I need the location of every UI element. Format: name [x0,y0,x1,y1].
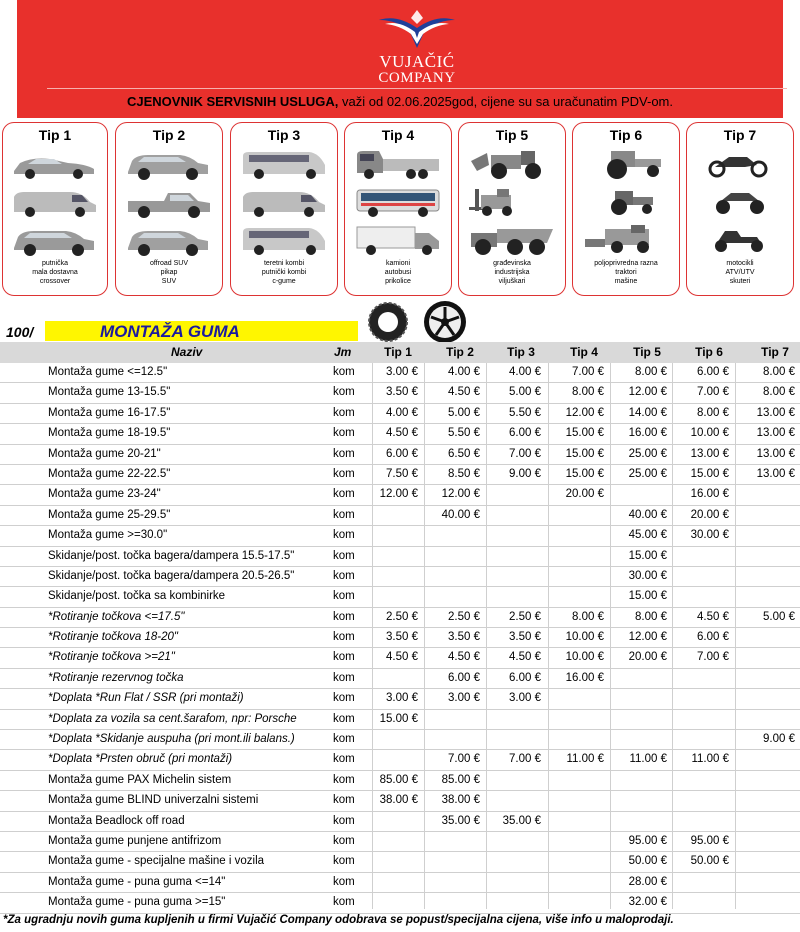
price-tip-3: 35.00 € [502,814,541,827]
price-tip-1: 4.50 € [386,651,418,664]
price-tip-1: 6.00 € [386,447,418,460]
price-tip-7: 5.00 € [763,610,795,623]
price-tip-6: 11.00 € [691,753,729,766]
price-tip-6: 6.00 € [697,631,729,644]
price-tip-2: 6.50 € [448,447,480,460]
table-row [0,628,800,648]
table-row [0,424,800,444]
table-row [0,465,800,485]
price-tip-5: 12.00 € [628,631,667,644]
row-name: Montaža gume 23-24" [48,488,161,501]
header-divider [47,88,787,89]
tip-card-description-line: putnička [41,260,69,267]
suv-icon [124,149,214,186]
row-unit: kom [333,447,355,460]
price-tip-2: 4.50 € [448,651,480,664]
row-unit: kom [333,712,355,725]
row-name: *Rotiranje točkova 18-20" [48,631,179,644]
price-tip-1: 12.00 € [379,488,418,501]
row-name: Montaža Beadlock off road [48,814,185,827]
column-header-tip-5: Tip 5 [633,345,661,359]
wheel-loader-icon [467,149,557,186]
tip-card-description-line: mala dostavna [32,269,78,276]
row-unit: kom [333,427,355,440]
table-row [0,852,800,872]
price-tip-2: 3.00 € [448,692,480,705]
motorcycle-icon [695,149,785,186]
price-tip-4: 7.00 € [572,366,604,378]
price-tip-5: 15.00 € [628,590,667,603]
price-tip-5: 40.00 € [628,508,667,521]
price-tip-2: 40.00 € [441,508,480,521]
price-tip-5: 25.00 € [628,447,667,460]
table-grid-line [548,363,549,909]
price-list-subtitle [17,94,783,109]
price-tip-5: 20.00 € [628,651,667,664]
column-header-tip-3: Tip 3 [507,345,535,359]
price-tip-1: 4.50 € [386,427,418,440]
price-tip-4: 15.00 € [565,447,604,460]
row-unit: kom [333,508,355,521]
price-tip-5: 50.00 € [628,855,667,868]
rim-icon [422,299,468,345]
row-unit: kom [333,386,355,399]
price-tip-5: 8.00 € [635,366,667,378]
row-unit: kom [333,467,355,480]
price-tip-4: 10.00 € [565,631,604,644]
price-tip-7: 9.00 € [763,733,795,746]
price-tip-4: 8.00 € [572,386,604,399]
price-tip-5: 11.00 € [629,753,667,766]
price-tip-6: 30.00 € [690,529,729,542]
tip-card-title: Tip 3 [267,127,301,143]
row-unit: kom [333,875,355,888]
price-tip-5: 15.00 € [628,549,667,562]
table-row [0,608,800,628]
header-banner [17,0,783,118]
table-row [0,363,800,383]
price-tip-6: 6.00 € [697,366,729,378]
van-icon [10,187,100,224]
tire-icon [366,300,410,344]
row-name: Montaža gume 22-22.5" [48,467,171,480]
row-name: Montaža gume 13-15.5" [48,386,171,399]
table-row [0,587,800,607]
row-unit: kom [333,406,355,419]
table-row [0,873,800,893]
tip-card-description-line: industrijska [494,269,530,276]
tip-card-title: Tip 5 [495,127,529,143]
row-name: Montaža gume 18-19.5" [48,427,171,440]
tip-card-description-line: teretni kombi [263,260,305,267]
tip-card-title: Tip 6 [609,127,643,143]
row-name: Montaža gume 16-17.5" [48,406,171,419]
price-tip-3: 6.00 € [509,671,541,684]
row-unit: kom [333,896,355,909]
price-tip-5: 28.00 € [628,875,667,888]
row-unit: kom [333,366,355,378]
row-name: Montaža gume >=30.0" [48,529,168,542]
tip-card-description-line: viljuškari [498,278,526,285]
tip-card-description-line: poljoprivredna razna [594,260,658,267]
table-grid-line [486,363,487,909]
row-name: Montaža gume punjene antifrizom [48,834,222,847]
row-name: Montaža gume - puna guma >=15" [48,896,226,909]
price-tip-2: 4.00 € [448,366,480,378]
tip-card-1 [2,122,108,296]
tip-card-description-line: pikap [160,269,178,276]
price-tip-7: 13.00 € [756,447,795,460]
row-name: Montaža gume 25-29.5" [48,508,171,521]
small-tractor-icon [581,187,671,224]
row-unit: kom [333,488,355,501]
table-row [0,771,800,791]
tip-card-description [687,259,793,286]
price-tip-3: 3.50 € [509,631,541,644]
column-header-tip-1: Tip 1 [384,345,412,359]
price-tip-3: 2.50 € [509,610,541,623]
table-row [0,526,800,546]
row-name: *Doplata *Prsten obruč (pri montaži) [48,753,233,766]
table-row [0,689,800,709]
table-row [0,485,800,505]
tip-card-title: Tip 1 [38,127,72,143]
price-tip-2: 4.50 € [448,386,480,399]
price-tip-1: 3.00 € [386,692,418,705]
table-grid-line [610,363,611,909]
price-tip-3: 9.00 € [509,467,541,480]
price-table [0,363,800,914]
row-name: Skidanje/post. točka sa kombinirke [48,590,226,603]
price-tip-1: 15.00 € [379,712,418,725]
price-tip-6: 7.00 € [697,386,729,399]
truck-icon [353,149,443,186]
tip-card-description [231,259,337,286]
tip-card-description-line: motocikli [726,260,754,267]
table-grid-line [372,363,373,909]
price-tip-4: 10.00 € [565,651,604,664]
price-tip-7: 8.00 € [763,386,795,399]
row-unit: kom [333,773,355,786]
table-row [0,893,800,913]
forklift-icon [467,187,557,224]
table-row [0,547,800,567]
price-tip-6: 50.00 € [690,855,729,868]
column-header-jm: Jm [334,345,352,359]
price-tip-2: 85.00 € [441,773,480,786]
row-unit: kom [333,814,355,827]
price-tip-1: 7.50 € [386,467,418,480]
footnote: *Za ugradnju novih guma kupljenih u firmi Vujačić Company odobrava se popust/specijalna cijena, više info u maloprodaji. [3,914,674,926]
tip-card-title: Tip 7 [723,127,757,143]
row-unit: kom [333,610,355,623]
tip-card-description-line: crossover [39,278,71,285]
price-tip-4: 20.00 € [565,488,604,501]
row-name: Montaža gume PAX Michelin sistem [48,773,232,786]
brand-company: COMPANY [378,70,456,86]
table-row [0,567,800,587]
tip-card-description-line: prikolice [385,278,411,285]
price-tip-3: 7.00 € [509,447,541,460]
price-tip-4: 15.00 € [565,427,604,440]
row-unit: kom [333,692,355,705]
column-header-tip-2: Tip 2 [446,345,474,359]
minibus-icon [239,149,329,186]
tip-card-description-line: offroad SUV [149,260,188,267]
price-tip-7: 13.00 € [756,467,795,480]
company-logo [357,6,477,86]
price-tip-7: 8.00 € [763,366,795,378]
column-header-tip-4: Tip 4 [570,345,598,359]
price-tip-6: 95.00 € [690,834,729,847]
price-tip-4: 15.00 € [565,467,604,480]
tip-card-description [459,259,565,286]
price-tip-2: 3.50 € [448,631,480,644]
price-tip-5: 32.00 € [628,896,667,909]
vehicle-type-cards [2,122,798,297]
dumper-icon [467,225,557,262]
cargo-van-icon [239,187,329,224]
row-unit: kom [333,590,355,603]
price-tip-2: 7.00 € [448,753,480,766]
row-name: Montaža gume 20-21" [48,447,161,460]
row-name: *Rotiranje rezervnog točka [48,671,184,684]
row-unit: kom [333,631,355,644]
row-unit: kom [333,834,355,847]
table-row [0,669,800,689]
tractor-icon [581,149,671,186]
price-tip-5: 25.00 € [628,467,667,480]
price-tip-2: 2.50 € [448,610,480,623]
table-row [0,832,800,852]
tip-card-description-line: skuteri [729,278,751,285]
price-tip-4: 12.00 € [565,406,604,419]
price-tip-7: 13.00 € [756,406,795,419]
row-name: Skidanje/post. točka bagera/dampera 15.5-17.5" [48,549,295,562]
tip-card-7 [686,122,794,296]
price-tip-1: 2.50 € [386,610,418,623]
price-tip-1: 3.50 € [386,386,418,399]
table-row [0,445,800,465]
table-row [0,506,800,526]
price-tip-4: 11.00 € [566,753,604,766]
tip-card-description [3,259,107,286]
row-unit: kom [333,753,355,766]
column-header-tip-6: Tip 6 [695,345,723,359]
sedan-car-icon [10,149,100,186]
price-tip-2: 6.00 € [448,671,480,684]
price-tip-5: 16.00 € [628,427,667,440]
table-row [0,404,800,424]
tip-card-description [116,259,222,286]
tip-card-2 [115,122,223,296]
bus-icon [353,187,443,224]
price-tip-3: 4.00 € [509,366,541,378]
tip-card-description-line: mašine [614,278,638,285]
price-tip-5: 8.00 € [635,610,667,623]
price-tip-2: 38.00 € [441,794,480,807]
column-header-naziv: Naziv [171,345,203,359]
suv-icon [124,225,214,262]
row-unit: kom [333,733,355,746]
price-tip-6: 20.00 € [690,508,729,521]
price-tip-6: 13.00 € [690,447,729,460]
table-row [0,730,800,750]
price-tip-2: 5.00 € [448,406,480,419]
tip-card-title: Tip 2 [152,127,186,143]
table-grid-line [424,363,425,909]
price-tip-2: 12.00 € [441,488,480,501]
price-tip-2: 8.50 € [448,467,480,480]
row-unit: kom [333,529,355,542]
tip-card-description-line: kamioni [385,260,411,267]
table-row [0,812,800,832]
tip-card-title: Tip 4 [381,127,415,143]
subtitle-rest: važi od 02.06.2025god, cijene su sa uračunatim PDV-om. [338,94,673,109]
row-unit: kom [333,549,355,562]
row-name: Montaža gume - specijalne mašine i vozila [48,855,265,868]
wings-logo-icon [377,8,457,50]
price-tip-5: 14.00 € [628,406,667,419]
row-name: *Doplata *Run Flat / SSR (pri montaži) [48,692,244,705]
passenger-van-icon [239,225,329,262]
box-truck-icon [353,225,443,262]
row-name: Montaža gume <=12.5" [48,366,168,378]
atv-icon [695,187,785,224]
row-unit: kom [333,569,355,582]
row-name: *Doplata *Skidanje auspuha (pri mont.ili balans.) [48,733,295,746]
price-tip-4: 8.00 € [572,610,604,623]
price-tip-5: 45.00 € [628,529,667,542]
price-tip-3: 7.00 € [509,753,541,766]
table-grid-line [735,363,736,909]
section-number: 100/ [6,324,34,340]
table-header [0,342,800,363]
tip-card-description-line: ATV/UTV [725,269,755,276]
tip-card-6 [572,122,680,296]
price-tip-4: 16.00 € [565,671,604,684]
table-row [0,710,800,730]
price-tip-6: 16.00 € [690,488,729,501]
price-tip-2: 35.00 € [441,814,480,827]
crossover-car-icon [10,225,100,262]
column-header-tip-7: Tip 7 [761,345,789,359]
tip-card-description-line: putnički kombi [261,269,307,276]
price-tip-3: 6.00 € [509,427,541,440]
tip-card-description-line: autobusi [384,269,412,276]
price-tip-1: 85.00 € [379,773,418,786]
price-tip-1: 3.50 € [386,631,418,644]
tip-card-description [573,259,679,286]
price-tip-6: 10.00 € [690,427,729,440]
table-row [0,750,800,770]
row-name: Montaža gume - puna guma <=14" [48,875,226,888]
tip-card-description-line: c-gume [272,278,296,285]
row-name: Skidanje/post. točka bagera/dampera 20.5-26.5" [48,569,295,582]
tip-card-5 [458,122,566,296]
row-name: *Rotiranje točkova <=17.5" [48,610,185,623]
price-tip-1: 3.00 € [386,366,418,378]
row-unit: kom [333,855,355,868]
price-tip-5: 12.00 € [628,386,667,399]
table-grid-line [672,363,673,909]
price-tip-2: 5.50 € [448,427,480,440]
scooter-icon [695,225,785,262]
table-row [0,791,800,811]
tip-card-description-line: građevinska [493,260,531,267]
brand-name: VUJAČIĆ [379,52,455,71]
row-name: *Doplata za vozila sa cent.šarafom, npr: Porsche [48,712,297,725]
harvester-icon [581,225,671,262]
row-unit: kom [333,651,355,664]
tip-card-description [345,259,451,286]
section-title: MONTAŽA GUMA [100,322,240,341]
table-row [0,648,800,668]
price-tip-5: 30.00 € [628,569,667,582]
table-row [0,383,800,403]
price-tip-3: 5.50 € [509,406,541,419]
price-tip-1: 4.00 € [386,406,418,419]
tip-card-4 [344,122,452,296]
row-unit: kom [333,671,355,684]
pickup-truck-icon [124,187,214,224]
row-name: Montaža gume BLIND univerzalni sistemi [48,794,259,807]
tip-card-3 [230,122,338,296]
price-tip-1: 38.00 € [379,794,418,807]
price-tip-3: 5.00 € [509,386,541,399]
price-tip-6: 7.00 € [697,651,729,664]
price-tip-6: 8.00 € [697,406,729,419]
subtitle-bold: CJENOVNIK SERVISNIH USLUGA, [126,94,339,109]
price-tip-3: 4.50 € [509,651,541,664]
row-name: *Rotiranje točkova >=21" [48,651,175,664]
tip-card-description-line: traktori [615,269,637,276]
price-tip-6: 15.00 € [690,467,729,480]
price-tip-3: 3.00 € [509,692,541,705]
tip-card-description-line: SUV [161,278,177,285]
price-tip-6: 4.50 € [697,610,729,623]
price-tip-5: 95.00 € [628,834,667,847]
row-unit: kom [333,794,355,807]
price-tip-7: 13.00 € [756,427,795,440]
